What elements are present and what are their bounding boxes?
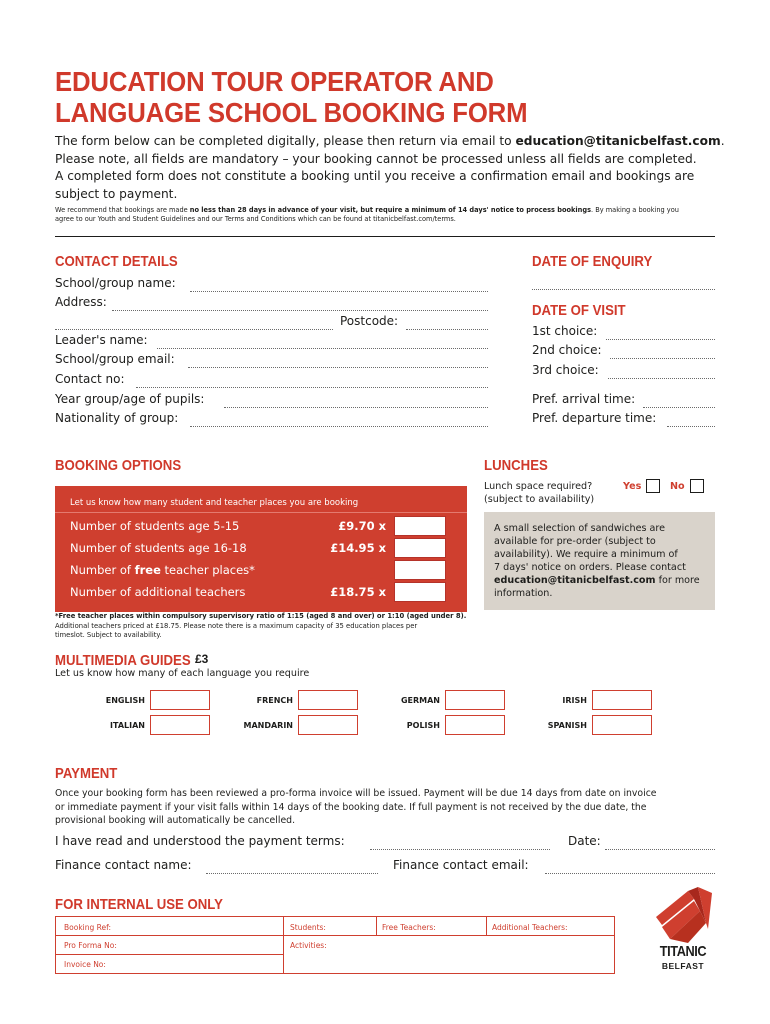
nationality-label: Nationality of group: xyxy=(55,411,179,425)
postcode-field[interactable] xyxy=(406,318,488,330)
students-16-18-label: Number of students age 16-18 xyxy=(70,541,247,555)
additional-teachers-input[interactable] xyxy=(394,582,446,602)
intro-line-1: The form below can be completed digitally, please then return via email to xyxy=(55,134,516,148)
booking-ref-label: Booking Ref: xyxy=(64,923,112,932)
lunch-info-text: A small selection of sandwiches are available for pre-order (subject to availability). We require a minimum of 7 days' notice on orders. Please contact education@titanicbelfast.com for more information. xyxy=(494,523,700,599)
titanic-logo-icon xyxy=(648,885,718,945)
additional-teachers-internal-label: Additional Teachers: xyxy=(492,923,568,932)
titanic-belfast-logo xyxy=(648,885,718,975)
second-choice-label: 2nd choice: xyxy=(532,343,602,357)
year-group-label: Year group/age of pupils: xyxy=(55,392,205,406)
free-teacher-label: Number of free teacher places* xyxy=(70,563,255,577)
free-teacher-input[interactable] xyxy=(394,560,446,580)
school-name-label: School/group name: xyxy=(55,276,176,290)
payment-date-label: Date: xyxy=(568,834,601,848)
activities-label: Activities: xyxy=(290,941,327,950)
booking-panel-heading: Let us know how many student and teacher places you are booking xyxy=(70,498,359,508)
finance-name-field[interactable] xyxy=(206,862,378,874)
students-label: Students: xyxy=(290,923,326,932)
lang-french-label: FRENCH xyxy=(256,696,293,705)
students-16-18-input[interactable] xyxy=(394,538,446,558)
payment-heading: PAYMENT xyxy=(55,765,118,782)
intro-email-link[interactable]: education@titanicbelfast.com xyxy=(515,134,721,148)
lunch-no-label: No xyxy=(670,481,685,492)
lunch-yes-checkbox[interactable] xyxy=(646,479,660,493)
school-email-label: School/group email: xyxy=(55,352,175,366)
finance-email-field[interactable] xyxy=(545,862,715,874)
internal-use-table xyxy=(55,916,615,974)
third-choice-label: 3rd choice: xyxy=(532,363,599,377)
school-name-field[interactable] xyxy=(190,280,488,292)
date-of-visit-heading: DATE OF VISIT xyxy=(532,302,626,319)
lang-polish-input[interactable] xyxy=(445,715,505,735)
divider xyxy=(55,236,715,237)
arrival-time-field[interactable] xyxy=(643,396,715,408)
lang-irish-input[interactable] xyxy=(592,690,652,710)
school-email-field[interactable] xyxy=(188,356,488,368)
second-choice-field[interactable] xyxy=(610,347,715,359)
booking-note: We recommend that bookings are made no less than 28 days in advance of your visit, but require a minimum of 14 days' notice to process bookings. By making a booking you agree to our Youth and Student Guidelines and our Terms and Conditions which can be found at titanicbelfast.com/terms. xyxy=(55,206,679,223)
booking-footnote: *Free teacher places within compulsory supervisory ratio of 1:15 (aged 8 and over) or 1:10 (aged under 8). Additional teachers priced at £18.75. Please note there is a maximum capacity of 35 education places per timeslot. Subject to availability. xyxy=(55,612,467,639)
finance-email-label: Finance contact email: xyxy=(393,858,529,872)
invoice-no-label: Invoice No: xyxy=(64,960,106,969)
payment-date-field[interactable] xyxy=(605,838,715,850)
payment-text: Once your booking form has been reviewed a pro-forma invoice will be issued. Payment will be due 14 days from date on invoice or immediate payment if your visit falls within 14 days of the booking date. If full payment is not received by the due date, the provisional booking will automatically be cancelled. xyxy=(55,788,657,826)
lunch-no-checkbox[interactable] xyxy=(690,479,704,493)
lunch-question: Lunch space required? (subject to availability) xyxy=(484,481,595,505)
lang-german-label: GERMAN xyxy=(400,696,440,705)
booking-options-heading: BOOKING OPTIONS xyxy=(55,457,182,474)
contact-details-heading: CONTACT DETAILS xyxy=(55,253,178,270)
lang-spanish-input[interactable] xyxy=(592,715,652,735)
leader-name-label: Leader's name: xyxy=(55,333,148,347)
multimedia-heading: MULTIMEDIA GUIDES £3 xyxy=(55,652,209,669)
payment-terms-label: I have read and understood the payment terms: xyxy=(55,834,345,848)
first-choice-label: 1st choice: xyxy=(532,324,598,338)
first-choice-field[interactable] xyxy=(606,328,715,340)
address-field[interactable] xyxy=(112,299,488,311)
departure-time-field[interactable] xyxy=(667,415,715,427)
internal-use-heading: FOR INTERNAL USE ONLY xyxy=(55,896,223,913)
page-title xyxy=(55,66,570,128)
lang-mandarin-input[interactable] xyxy=(298,715,358,735)
logo-wordmark-belfast: BELFAST xyxy=(661,961,705,971)
intro-line-2: Please note, all fields are mandatory – your booking cannot be processed unless all fields are completed. xyxy=(55,151,697,166)
intro-line-3: A completed form does not constitute a booking until you receive a confirmation email and bookings are xyxy=(55,169,695,183)
postcode-label: Postcode: xyxy=(340,314,399,328)
booking-panel-divider xyxy=(55,512,467,513)
contact-no-field[interactable] xyxy=(136,376,488,388)
finance-name-label: Finance contact name: xyxy=(55,858,192,872)
contact-no-label: Contact no: xyxy=(55,372,125,386)
intro-text: The form below can be completed digitally, please then return via email to education@titanicbelfast.com. Please note, all fields are mandatory – your booking cannot be processed unless all fields are completed. A completed form does not constitute a booking until you receive a confirmation email and bookings are subject to payment. xyxy=(55,133,725,203)
students-5-15-price: £9.70 x xyxy=(338,519,386,533)
students-16-18-price: £14.95 x xyxy=(330,541,386,555)
lang-italian-label: ITALIAN xyxy=(110,721,145,730)
lunch-yes-label: Yes xyxy=(623,481,642,492)
year-group-field[interactable] xyxy=(224,396,488,408)
departure-time-label: Pref. departure time: xyxy=(532,411,657,425)
multimedia-subtitle: Let us know how many of each language you require xyxy=(55,668,310,679)
logo-wordmark-titanic: TITANIC xyxy=(659,943,707,960)
leader-name-field[interactable] xyxy=(157,337,488,349)
lang-spanish-label: SPANISH xyxy=(547,721,587,730)
date-of-enquiry-field[interactable] xyxy=(532,278,715,290)
date-of-enquiry-heading: DATE OF ENQUIRY xyxy=(532,253,653,270)
lunches-heading: LUNCHES xyxy=(484,457,548,474)
address-label: Address: xyxy=(55,295,107,309)
lang-irish-label: IRISH xyxy=(562,696,587,705)
additional-teachers-price: £18.75 x xyxy=(330,585,386,599)
students-5-15-input[interactable] xyxy=(394,516,446,536)
lang-english-input[interactable] xyxy=(150,690,210,710)
multimedia-price: £3 xyxy=(195,652,209,666)
title-line-1: EDUCATION TOUR OPERATOR AND xyxy=(55,66,494,97)
third-choice-field[interactable] xyxy=(608,367,715,379)
lang-italian-input[interactable] xyxy=(150,715,210,735)
lang-english-label: ENGLISH xyxy=(105,696,145,705)
title-line-2: LANGUAGE SCHOOL BOOKING FORM xyxy=(55,97,528,128)
students-5-15-label: Number of students age 5-15 xyxy=(70,519,240,533)
lunch-email-link[interactable]: education@titanicbelfast.com xyxy=(494,575,656,586)
nationality-field[interactable] xyxy=(190,415,488,427)
lang-mandarin-label: MANDARIN xyxy=(243,721,293,730)
pro-forma-label: Pro Forma No: xyxy=(64,941,117,950)
address-field-line-2[interactable] xyxy=(55,318,333,330)
lang-polish-label: POLISH xyxy=(406,721,440,730)
additional-teachers-label: Number of additional teachers xyxy=(70,585,246,599)
intro-line-4: subject to payment. xyxy=(55,186,178,201)
arrival-time-label: Pref. arrival time: xyxy=(532,392,636,406)
free-teachers-label: Free Teachers: xyxy=(382,923,436,932)
lang-french-input[interactable] xyxy=(298,690,358,710)
payment-terms-field[interactable] xyxy=(370,838,550,850)
lang-german-input[interactable] xyxy=(445,690,505,710)
